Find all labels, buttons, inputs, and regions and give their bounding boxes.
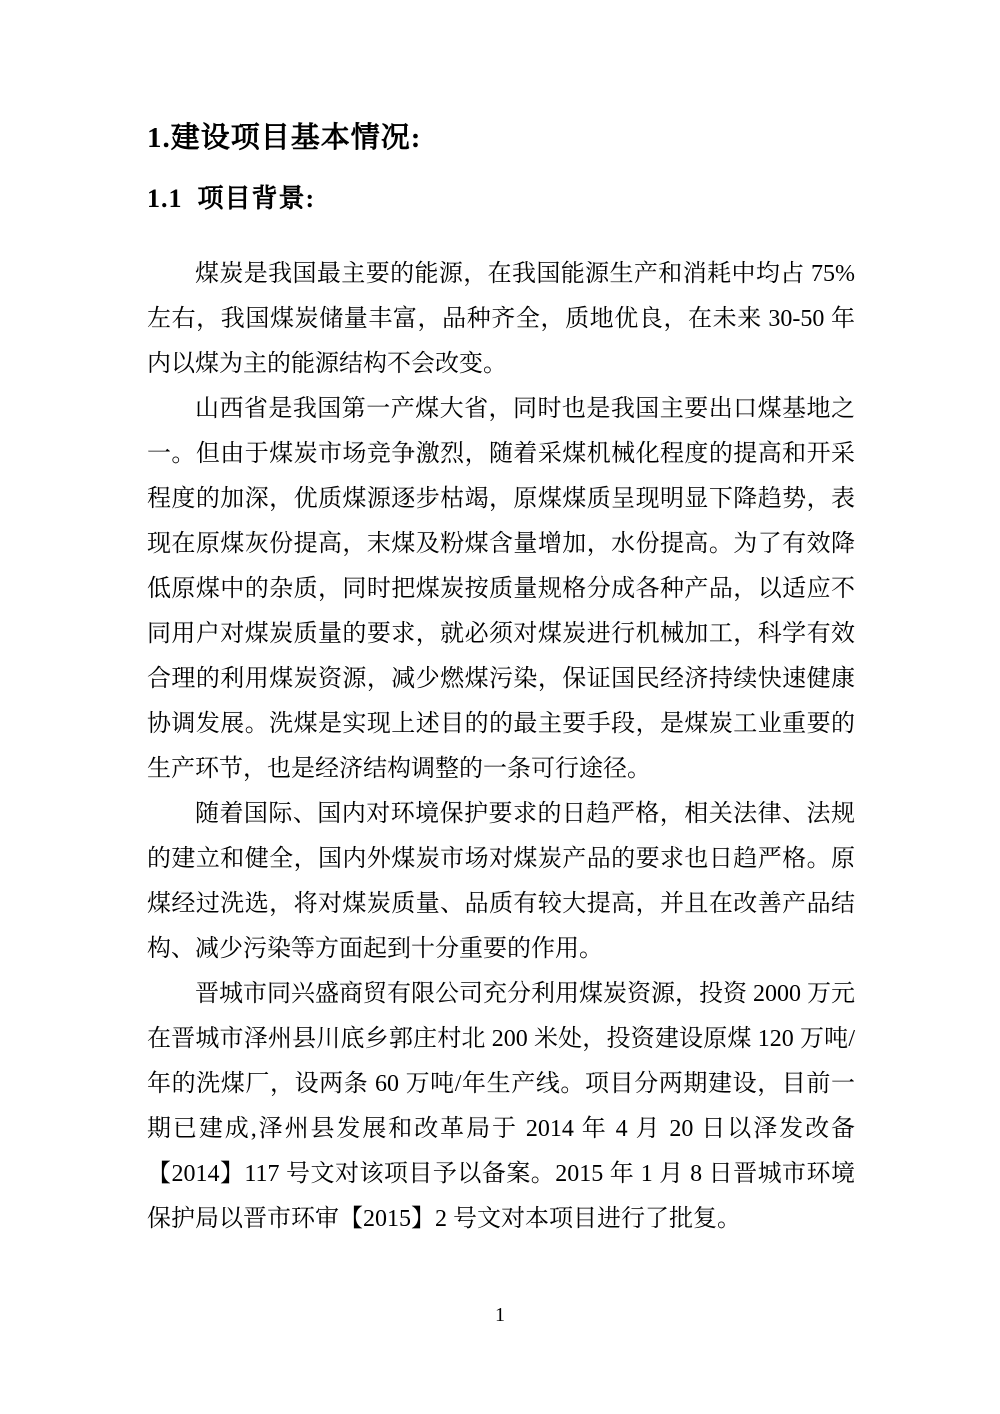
subsection-heading: 1.1 项目背景: <box>147 184 316 213</box>
section-heading: 1.建设项目基本情况: <box>147 122 422 154</box>
paragraph-environmental-requirements: 随着国际、国内对环境保护要求的日趋严格，相关法律、法规的建立和健全，国内外煤炭市场对煤炭产品的要求也日趋严格。原煤经过洗选，将对煤炭质量、品质有较大提高，并且在改善产品结构、减少污染等方面起到十分重要的作用。 <box>147 801 855 962</box>
paragraph-company-investment: 晋城市同兴盛商贸有限公司充分利用煤炭资源，投资 2000 万元在晋城市泽州县川底乡郭庄村北 200 米处，投资建设原煤 120 万吨/年的洗煤厂，设两条 60 万吨/年生产线。项目分两期建设，目前一期已建成,泽州县发展和改革局于 2014 年 4 月 20 日以泽发改备【2014】117 号文对该项目予以备案。2015 年 1 月 8 日晋城市环境保护局以晋市环审【2015】2 号文对本项目进行了批复。 <box>147 981 855 1232</box>
paragraph-coal-energy: 煤炭是我国最主要的能源，在我国能源生产和消耗中均占 75%左右，我国煤炭储量丰富，品种齐全，质地优良，在未来 30-50 年内以煤为主的能源结构不会改变。 <box>147 261 855 377</box>
paragraph-shanxi-province: 山西省是我国第一产煤大省，同时也是我国主要出口煤基地之一。但由于煤炭市场竞争激烈，随着采煤机械化程度的提高和开采程度的加深，优质煤源逐步枯竭，原煤煤质呈现明显下降趋势，表现在原煤灰份提高，末煤及粉煤含量增加，水份提高。为了有效降低原煤中的杂质，同时把煤炭按质量规格分成各种产品，以适应不同用户对煤炭质量的要求，就必须对煤炭进行机械加工，科学有效合理的利用煤炭资源，减少燃煤污染，保证国民经济持续快速健康协调发展。洗煤是实现上述目的的最主要手段，是煤炭工业重要的生产环节，也是经济结构调整的一条可行途径。 <box>147 396 855 782</box>
document-body <box>147 252 855 1242</box>
page-number: 1 <box>495 1304 505 1326</box>
